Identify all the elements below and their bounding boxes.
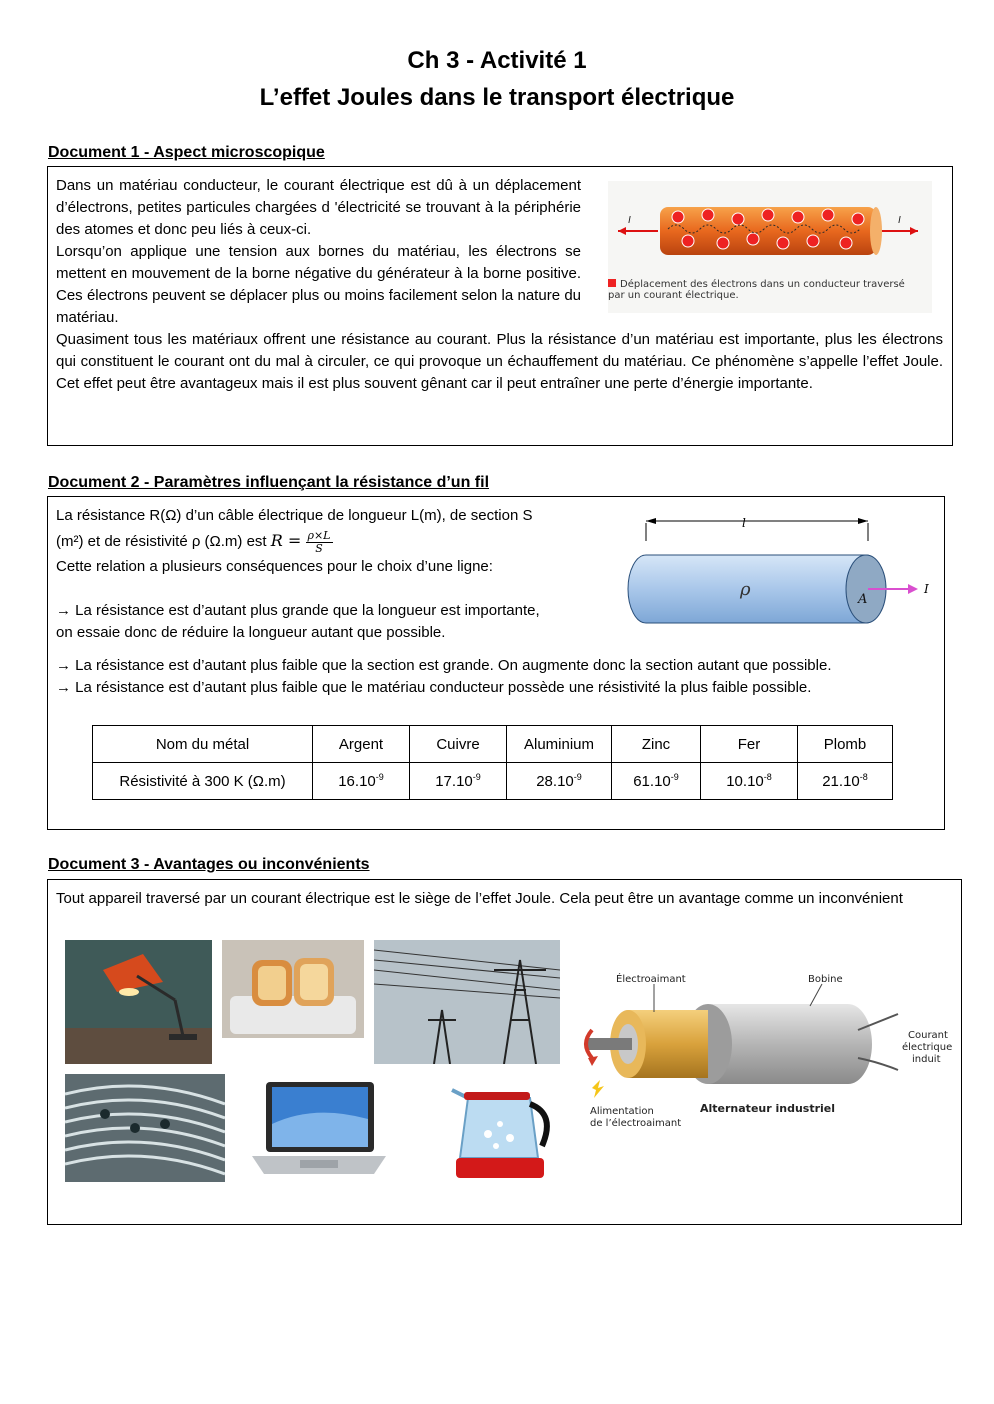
resistivity-cell: $16.10^{-9}$ [313, 763, 410, 800]
doc3-para: Tout appareil traversé par un courant électrique est le siège de l’effet Joule. Cela peut être un avantage comme un inconvénient [56, 890, 903, 907]
doc3-heading: Document 3 - Avantages ou inconvénients [48, 856, 370, 873]
doc2-bullet1-b: on essaie donc de réduire la longueur autant que possible. [56, 624, 446, 641]
doc3-box [47, 879, 962, 1225]
doc1-heading: Document 1 - Aspect microscopique [48, 144, 325, 161]
doc2-bullet3: → La résistance est d’autant plus faible que le matériau conducteur possède une résistivité la plus faible possible. [56, 679, 812, 696]
resistivity-cell: $10.10^{-8}$ [701, 763, 798, 800]
doc1-para2: Lorsqu’on applique une tension aux bornes du matériau, les électrons se mettent en mouvement de la borne négative du générateur à la borne positive. Ces électrons peuvent se déplacer plus ou moins facilement selon la nature du matériau. [56, 243, 581, 326]
formula-fraction: $\frac{\rho\times L}{S}$ [307, 528, 331, 555]
page-title: Ch 3 - Activité 1 [407, 47, 587, 74]
doc1-box [47, 166, 953, 446]
label-courant-2: électrique [902, 1042, 953, 1053]
resistivity-table [92, 725, 893, 800]
resistivity-cell: $28.10^{-9}$ [507, 763, 612, 800]
rho-label: ρ [740, 579, 751, 600]
electron-figure [608, 181, 932, 313]
doc2-consequence: Cette relation a plusieurs conséquences pour le choix d’une ligne: [56, 558, 493, 575]
table-row [93, 726, 893, 763]
metal-name-cell: Aluminium [507, 726, 612, 763]
wire-cylinder-figure [618, 511, 938, 631]
doc1-para3: Quasiment tous les matériaux offrent une résistance au courant. Plus la résistance d’un matériau est importante, plus les électrons qui constituent le courant ont du mal à circuler, ce qui provoque un échauffement du matériau. Ce phénomène s’appelle l’effet Joule. Cet effet peut être avantageux mais il est plus souvent gênant car il peut entraîner une perte d’énergie importante. [56, 331, 943, 392]
metal-name-cell: Argent [313, 726, 410, 763]
conductor-electrons-illustration [608, 181, 932, 271]
table-header-cell: Nom du métal [93, 726, 313, 763]
caption-marker [608, 279, 616, 287]
doc2-bullet1-a: → La résistance est d’autant plus grande que la longueur est importante, [56, 602, 540, 619]
label-alternateur: Alternateur industriel [700, 1102, 836, 1115]
laptop-photo [244, 1074, 394, 1182]
desk-lamp-photo [65, 940, 212, 1064]
kettle-photo [438, 1074, 566, 1186]
area-label: A [858, 592, 868, 607]
metal-name-cell: Plomb [798, 726, 893, 763]
label-electroaimant: Électroaimant [616, 974, 686, 985]
doc2-bullet2: → La résistance est d’autant plus faible que la section est grande. On augmente donc la section autant que possible. [56, 657, 832, 674]
length-label: l [742, 516, 746, 530]
metal-name-cell: Zinc [612, 726, 701, 763]
formula-lhs: R = [270, 531, 302, 550]
toaster-photo [222, 940, 364, 1038]
rear-window-defroster-photo [65, 1074, 225, 1182]
alternator-illustration [578, 970, 958, 1140]
label-alimentation-2: de l’électroaimant [590, 1118, 682, 1129]
alternator-diagram [578, 970, 958, 1140]
doc1-para1: Dans un matériau conducteur, le courant électrique est dû à un déplacement d’électrons, petites particules chargées d 'électricité se trouvant à la périphérie des atomes et donc peu liés à ceux-ci. [56, 177, 581, 238]
label-bobine: Bobine [808, 974, 843, 985]
doc2-box [47, 496, 945, 830]
current-label: I [924, 582, 929, 596]
resistivity-cell: $61.10^{-9}$ [612, 763, 701, 800]
power-lines-photo [374, 940, 560, 1064]
label-courant-1: Courant [908, 1030, 948, 1041]
resistivity-cell: $17.10^{-9}$ [410, 763, 507, 800]
doc2-heading: Document 2 - Paramètres influençant la résistance d’un fil [48, 474, 490, 491]
doc2-intro-a: La résistance R(Ω) d’un câble électrique de longueur L(m), de section S [56, 507, 533, 524]
page-subtitle: L’effet Joules dans le transport électrique [259, 84, 735, 111]
label-alimentation-1: Alimentation [590, 1106, 654, 1117]
label-courant-3: induit [912, 1054, 941, 1065]
current-label-left: I [628, 215, 631, 226]
metal-name-cell: Cuivre [410, 726, 507, 763]
doc2-intro-b: (m²) et de résistivité ρ (Ω.m) est R = $\frac{\rho\times L}{S}$ [56, 528, 331, 555]
resistivity-cell: $21.10^{-8}$ [798, 763, 893, 800]
current-label-right: I [898, 215, 901, 226]
table-row [93, 763, 893, 800]
electron-caption: Déplacement des électrons dans un conducteur traversé par un courant électrique. [608, 279, 905, 301]
table-header-cell: Résistivité à 300 K (Ω.m) [93, 763, 313, 800]
metal-name-cell: Fer [701, 726, 798, 763]
